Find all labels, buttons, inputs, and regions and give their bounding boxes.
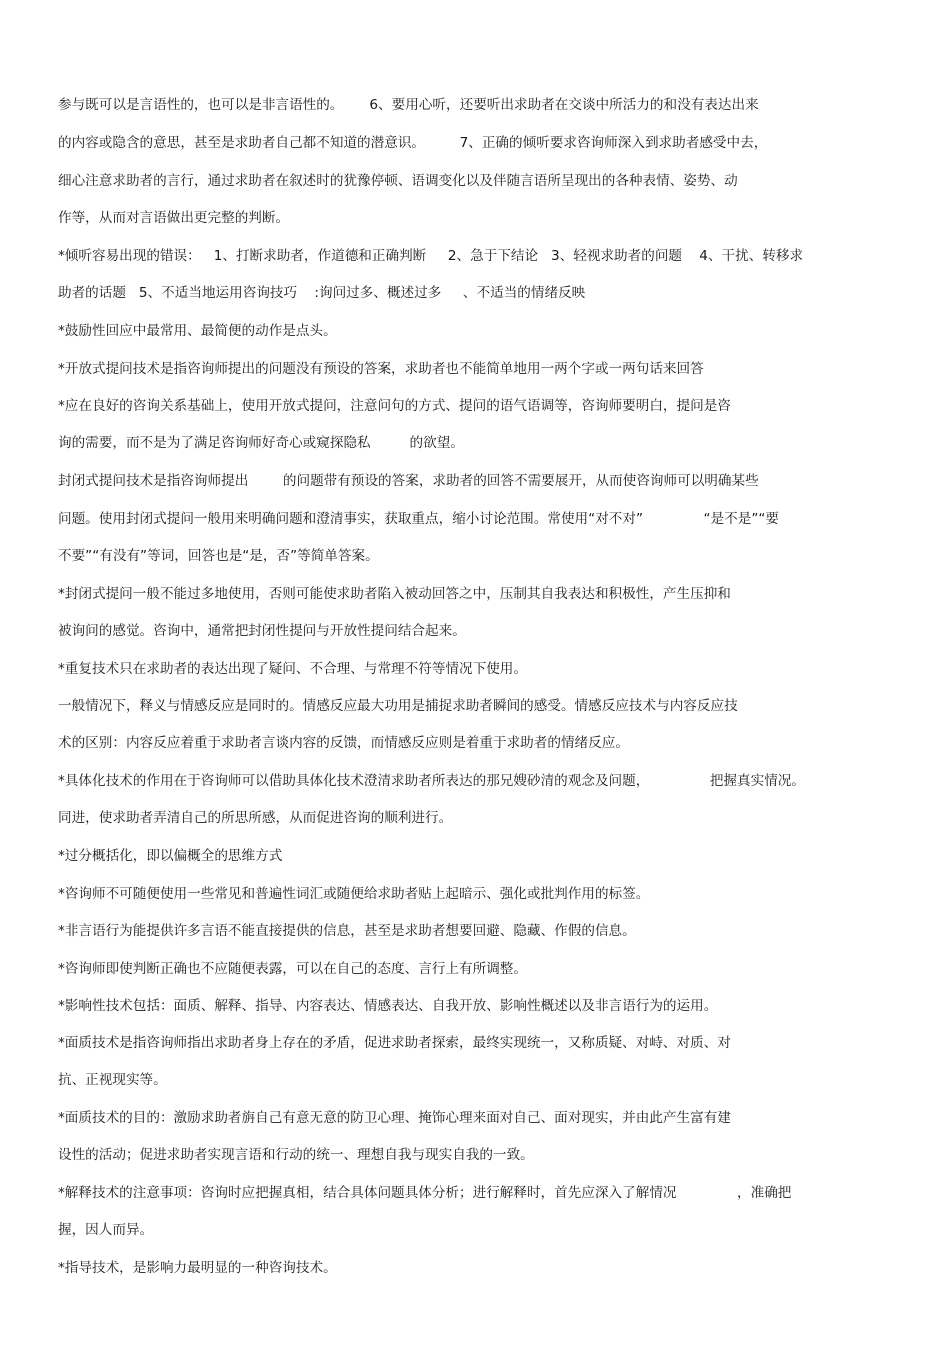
text-line: 细心注意求助者的言行，通过求助者在叙述时的犹豫停顿、语调变化以及伴随言语所呈现出的各种表情、姿势、动 — [58, 173, 738, 189]
text-line: 设性的活动；促进求助者实现言语和行动的统一、理想自我与现实自我的一致。 — [58, 1147, 534, 1163]
text-line: *咨询师不可随便使用一些常见和普遍性词汇或随便给求助者贴上起暗示、强化或批判作用的标签。 — [58, 886, 650, 902]
text-line: *解释技术的注意事项：咨询时应把握真相，结合具体问题具体分析；进行解释时，首先应深入了解情况 ，准确把 — [58, 1185, 792, 1201]
text-line: *具体化技术的作用在于咨询师可以借助具体化技术澄清求助者所表达的那兄嫂砂清的观念及问题， 把握真实情况。 — [58, 773, 805, 789]
text-line: *鼓励性回应中最常用、最简便的动作是点头。 — [58, 323, 337, 339]
text-line: 同进，使求助者弄清自己的所思所感，从而促进咨询的顺利进行。 — [58, 810, 453, 826]
text-line: *指导技术，是影响力最明显的一种咨询技术。 — [58, 1260, 337, 1276]
text-line: *面质技术是指咨询师指出求助者身上存在的矛盾，促进求助者探索，最终实现统一，又称质疑、对峙、对质、对 — [58, 1035, 731, 1051]
text-line: *重复技术只在求助者的表达出现了疑问、不合理、与常理不符等情况下使用。 — [58, 661, 527, 677]
text-line: *面质技术的目的：激励求助者旃自己有意无意的防卫心理、掩饰心理来面对自己、面对现实，并由此产生富有建 — [58, 1110, 731, 1126]
text-line: 作等，从而对言语做出更完整的判断。 — [58, 210, 290, 226]
text-line: *倾听容易出现的错误： 1、打断求助者，作道德和正确判断 2、急于下结论 3、轻视求助者的问题 4、干扰、转移求 — [58, 248, 804, 264]
text-line: *过分概括化，即以偏概全的思维方式 — [58, 848, 283, 864]
text-line: 术的区别：内容反应着重于求助者言谈内容的反馈，而情感反应则是着重于求助者的情绪反应。 — [58, 735, 629, 751]
text-line: 问题。使用封闭式提问一般用来明确问题和澄清事实，获取重点，缩小讨论范围。常使用“对不对” “是不是”“要 — [58, 511, 780, 527]
text-line: 封闭式提问技术是指咨询师提出 的问题带有预设的答案，求助者的回答不需要展开，从而使咨询师可以明确某些 — [58, 473, 759, 489]
text-line: *开放式提问技术是指咨询师提出的问题没有预设的答案，求助者也不能简单地用一两个字或一两句话来回答 — [58, 361, 704, 377]
text-line: 询的需要，而不是为了满足咨询师好奇心或窥探隐私 的欲望。 — [58, 435, 464, 451]
text-line: 抗、正视现实等。 — [58, 1072, 167, 1088]
text-line: *咨询师即使判断正确也不应随便表露，可以在自己的态度、言行上有所调整。 — [58, 961, 527, 977]
text-line: *影响性技术包括：面质、解释、指导、内容表达、情感表达、自我开放、影响性概述以及非言语行为的运用。 — [58, 998, 718, 1014]
text-line: 握，因人而异。 — [58, 1222, 154, 1238]
text-line: *应在良好的咨询关系基础上，使用开放式提问，注意问句的方式、提问的语气语调等，咨询师要明白，提问是咨 — [58, 398, 731, 414]
text-line: 一般情况下，释义与情感反应是同时的。情感反应最大功用是捕捉求助者瞬间的感受。情感反应技术与内容反应技 — [58, 698, 738, 714]
text-line: *非言语行为能提供许多言语不能直接提供的信息，甚至是求助者想要回避、隐藏、作假的信息。 — [58, 923, 636, 939]
text-line: *封闭式提问一般不能过多地使用，否则可能使求助者陷入被动回答之中，压制其自我表达和积极性，产生压抑和 — [58, 586, 731, 602]
text-line: 不要”“有没有”等词，回答也是“是，否”等简单答案。 — [58, 548, 379, 564]
text-line: 参与既可以是言语性的，也可以是非言语性的。 6、要用心听，还要听出求助者在交谈中所活力的和没有表达出来 — [58, 97, 759, 113]
text-line: 的内容或隐含的意思，甚至是求助者自己都不知道的潜意识。 7、正确的倾听要求咨询师深入到求助者感受中去， — [58, 135, 768, 151]
text-line: 助者的话题 5、不适当地运用咨询技巧 :询问过多、概述过多 、不适当的情绪反映 — [58, 285, 586, 301]
text-line: 被询问的感觉。咨询中，通常把封闭性提问与开放性提问结合起来。 — [58, 623, 466, 639]
